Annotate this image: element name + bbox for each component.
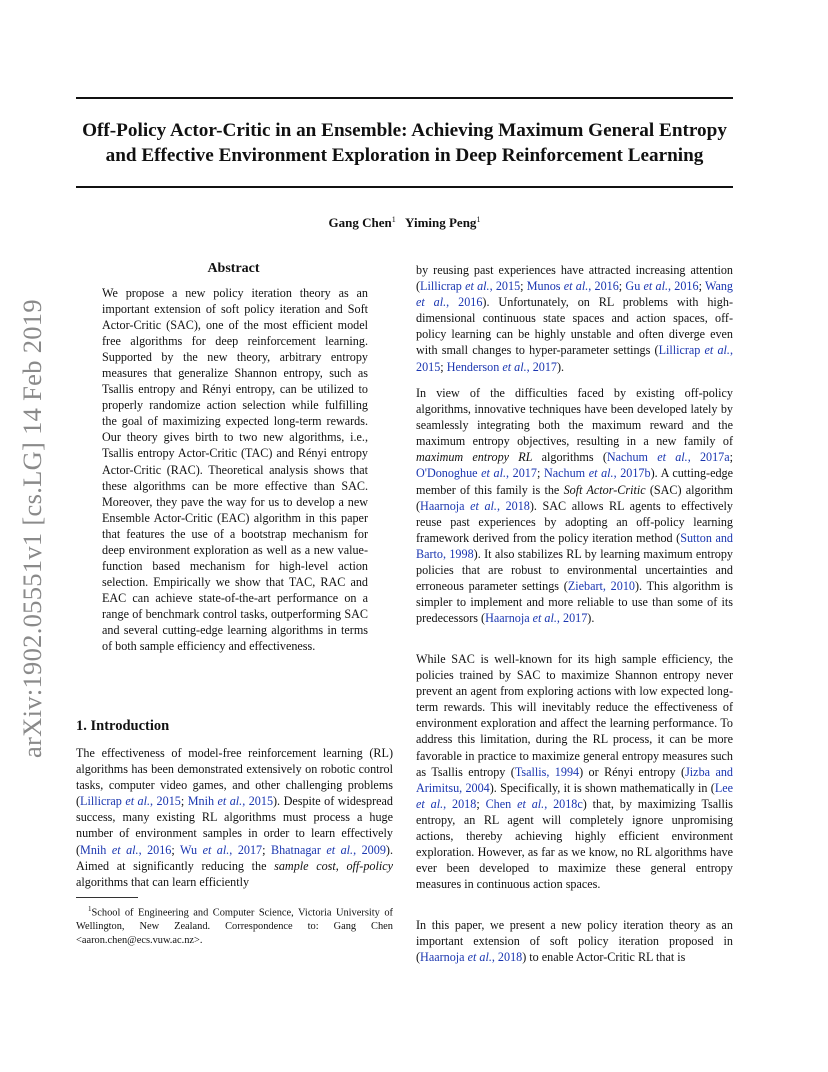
intro-paragraph	[76, 745, 393, 890]
citation-link[interactable]: et al.	[202, 842, 230, 857]
text-run: algorithms that can learn efficiently	[76, 874, 250, 889]
text-run: ;	[536, 466, 544, 481]
citation-link[interactable]: et al.	[481, 466, 507, 481]
citation-link[interactable]: Lillicrap	[420, 279, 466, 294]
citation-link[interactable]: Wang	[704, 279, 733, 294]
citation-link[interactable]: Chen	[485, 796, 518, 811]
citation-link[interactable]: , 2017	[506, 466, 537, 481]
citation-link[interactable]: Lillicrap	[658, 343, 705, 358]
text-run: ;	[698, 279, 705, 294]
text-run: In this paper, we present a new policy iteration theory as an important extension of soft policy iteration proposed in (	[416, 918, 733, 965]
text-run: ) that, by maximizing Tsallis entropy, an RL agent will completely ignore unpromising actions, thereby achieving highly efficient environment exploration. However, as far as we know, no RL algorithms have ever been developed to maximize these general entropy measures in continuous action spaces.	[416, 796, 733, 892]
citation-link[interactable]: , 2016	[446, 295, 483, 310]
footnote-mark: 1	[88, 905, 92, 913]
text-run: ). It also stabilizes RL by learning maximum entropy policies that are robust to environmental uncertainties and erroneous parameter settings (	[416, 546, 734, 594]
citation-link[interactable]: et al.	[416, 295, 447, 310]
author-name: Gang Chen	[328, 215, 392, 230]
citation-link[interactable]: et al.	[532, 611, 557, 626]
text-run: ).	[556, 359, 565, 374]
citation-link[interactable]: et al.	[704, 343, 730, 358]
citation-link[interactable]: Munos	[526, 279, 564, 294]
footnote	[76, 903, 393, 947]
citation-link[interactable]: Mnih	[80, 842, 112, 857]
citation-link[interactable]: Wu	[180, 842, 203, 857]
text-run: ).	[587, 611, 595, 626]
citation-link[interactable]: Gu	[625, 279, 644, 294]
title-bottom-rule	[76, 186, 733, 188]
arxiv-stamp: arXiv:1902.05551v1 [cs.LG] 14 Feb 2019	[17, 299, 47, 758]
citation-link[interactable]: , 2009	[353, 842, 386, 857]
citation-link[interactable]: et al.	[643, 279, 668, 294]
citation-link[interactable]: et al.	[467, 950, 492, 965]
text-run: ). This algorithm is simpler to implement and more reliable to use than some of its predecessors (	[416, 579, 733, 626]
citation-link[interactable]: et al.	[502, 359, 527, 374]
text-run: algorithms (	[532, 450, 607, 465]
text-run: ;	[171, 842, 181, 857]
citation-link[interactable]: , 2017	[229, 842, 263, 857]
affiliation-mark: 1	[391, 215, 396, 224]
citation-link[interactable]: Haarnoja	[420, 498, 471, 513]
citation-link[interactable]: , 2018c	[544, 796, 583, 811]
footnote-rule	[76, 897, 138, 898]
right-paragraph-2	[416, 385, 733, 626]
citation-link[interactable]: , 2018	[443, 796, 477, 811]
text-run: ). SAC allows RL agents to effectively reuse past experiences by adopting an off-policy learning framework derived from the policy iteration method (	[416, 498, 733, 545]
citation-link[interactable]: Lillicrap	[80, 794, 126, 809]
citation-link[interactable]: , 2015	[242, 794, 274, 809]
citation-link[interactable]: et al.	[563, 279, 589, 294]
citation-link[interactable]: , 2017	[526, 359, 557, 374]
abstract-heading: Abstract	[207, 261, 260, 276]
right-paragraph-4	[416, 917, 733, 965]
citation-link[interactable]: , 2017a	[687, 450, 730, 465]
citation-link[interactable]: et al.	[657, 450, 688, 465]
citation-link[interactable]: , 2015	[150, 794, 181, 809]
affiliation-mark: 1	[476, 215, 481, 224]
citation-link[interactable]: , 2017	[556, 611, 588, 626]
section-heading-introduction: 1. Introduction	[76, 718, 170, 734]
citation-link[interactable]: Sutton and Barto, 1998	[416, 530, 733, 561]
text-run: (SAC) algorithm (	[416, 482, 734, 513]
text-run: ,	[335, 858, 347, 873]
citation-link[interactable]: , 2017b	[613, 466, 651, 481]
text-run: ). Despite of widespread success, many existing RL algorithms must process a huge number of environment samples in order to learn effectively (	[76, 794, 393, 857]
citation-link[interactable]: et al.	[111, 842, 139, 857]
citation-link[interactable]: et al.	[465, 279, 490, 294]
citation-link[interactable]: , 2016	[668, 279, 699, 294]
citation-link[interactable]: , 2016	[138, 842, 172, 857]
citation-link[interactable]: , 2018	[496, 498, 530, 513]
citation-link[interactable]: Mnih	[187, 794, 218, 809]
citation-link[interactable]: et al.	[416, 796, 444, 811]
citation-link[interactable]: , 2015	[489, 279, 521, 294]
citation-link[interactable]: et al.	[588, 466, 614, 481]
text-run: ;	[440, 359, 447, 374]
right-paragraph-1	[416, 262, 733, 375]
text-run: maximum entropy RL	[416, 450, 533, 465]
citation-link[interactable]: et al.	[326, 842, 354, 857]
citation-link[interactable]: Nachum	[543, 466, 589, 481]
abstract-text: We propose a new policy iteration theory as an important extension of soft policy iteration and Soft Actor-Critic (SAC), one of the most efficient model free algorithms for deep reinforcement learning. Supported by the new theory, arbitrary entropy measures that generalize Shannon entropy, such as Tsallis entropy and Rényi entropy, can be utilized to properly randomize action selection while fulfilling the goal of maximizing expected long-term rewards. Our theory gives birth to two new algorithms, i.e., Tsallis entropy Actor-Critic (TAC) and Rényi entropy Actor-Critic (RAC). Theoretical analysis shows that these algorithms can be more effective than SAC. Moreover, they pave the way for us to develop a new Ensemble Actor-Critic (EAC) algorithm in this paper that features the use of a bootstrap mechanism for deep environment exploration as well as a new value-function based mechanism for high-level action selection. Empirically we show that TAC, RAC and EAC can achieve state-of-the-art performance on a range of benchmark control tasks, outperforming SAC and several cutting-edge learning algorithms in terms of both sample efficiency and effectiveness.	[102, 286, 368, 654]
citation-link[interactable]: Haarnoja	[420, 950, 468, 965]
citation-link[interactable]: , 2015	[416, 343, 733, 374]
citation-link[interactable]: et al.	[517, 796, 545, 811]
citation-link[interactable]: O'Donoghue	[416, 466, 482, 481]
citation-link[interactable]: Ziebart, 2010	[567, 579, 635, 594]
citation-link[interactable]: Bhatnagar	[270, 842, 327, 857]
citation-link[interactable]: et al.	[470, 498, 497, 513]
text-run: ;	[520, 279, 527, 294]
text-run: ). Specifically, it is shown mathematically in (	[489, 780, 715, 795]
author-list	[76, 215, 733, 231]
citation-link[interactable]: Henderson	[446, 359, 503, 374]
citation-link[interactable]: , 2016	[588, 279, 619, 294]
text-run: ). A cutting-edge member of this family is the	[416, 466, 733, 497]
text-run: ) to enable Actor-Critic RL that is	[522, 950, 686, 965]
text-run: ;	[180, 794, 188, 809]
citation-link[interactable]: Nachum	[606, 450, 658, 465]
citation-link[interactable]: et al.	[125, 794, 151, 809]
text-run: ;	[262, 842, 271, 857]
citation-link[interactable]: Lee	[714, 780, 734, 795]
text-run: ;	[476, 796, 486, 811]
right-paragraph-3	[416, 651, 733, 892]
footnote-text: School of Engineering and Computer Science, Victoria University of Wellington, New Zealand. Correspondence to: Gang Chen <aaron.chen@ecs.vuw.ac.nz>.	[76, 907, 393, 946]
text-run: sample cost	[274, 858, 336, 873]
author-name: Yiming Peng	[405, 215, 477, 230]
text-run: Soft Actor-Critic	[563, 482, 646, 497]
text-run: The effectiveness of model-free reinforcement learning (RL) algorithms has been demonstrated extensively on robotic control tasks, computer video games, and other challenging problems (	[76, 746, 393, 809]
title-top-rule	[76, 97, 733, 99]
paper-title: Off-Policy Actor-Critic in an Ensemble: Achieving Maximum General Entropy and Effective Environment Exploration in Deep Reinforcement Learning	[82, 120, 727, 166]
text-run: by reusing past experiences have attracted increasing attention (	[416, 263, 733, 294]
citation-link[interactable]: Tsallis, 1994	[514, 764, 580, 779]
text-run: off-policy	[346, 858, 393, 873]
citation-link[interactable]: Haarnoja	[485, 611, 533, 626]
citation-link[interactable]: , 2018	[491, 950, 523, 965]
text-run: ) or Rényi entropy (	[579, 764, 686, 779]
text-run: ;	[729, 450, 734, 465]
text-run: In view of the difficulties faced by existing off-policy algorithms, innovative techniques have been developed lately by seamlessly integrating both the maximum reward and the maximum entropy objectives, resulting in a new family of	[416, 386, 733, 449]
text-run: ). Unfortunately, on RL problems with high-dimensional continuous state spaces and action spaces, off-policy learning can be highly unstable and often diverge even with small changes to hyper-parameter settings (	[416, 295, 733, 358]
citation-link[interactable]: et al.	[217, 794, 243, 809]
text-run: While SAC is well-known for its high sample efficiency, the policies trained by SAC to maximize Shannon entropy never prevent an agent from exploring actions with low expected long-term rewards. This will inevitably reduce the effectiveness of environment exploration and affect the learning performance. To address this limitation, during the RL process, it can be more favorable in practice to maximize general entropy measures such as Tsallis entropy (	[416, 652, 733, 779]
citation-link[interactable]: Jizba and Arimitsu, 2004	[416, 764, 733, 795]
text-run: ;	[618, 279, 626, 294]
text-run: ). Aimed at significantly reducing the	[76, 842, 393, 873]
